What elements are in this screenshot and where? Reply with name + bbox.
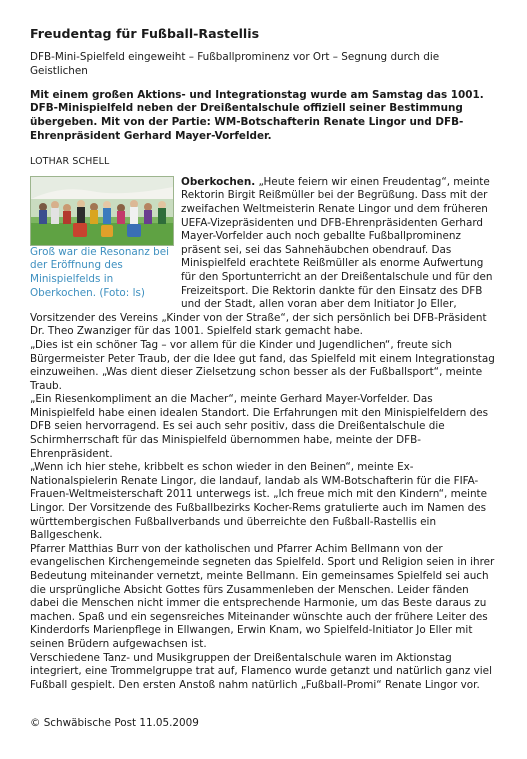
article-photo	[30, 176, 174, 246]
photo-caption: Groß war die Resonanz bei der Eröffnung des Minispielfelds in Oberkochen. (Foto: ls)	[30, 245, 170, 299]
article	[30, 26, 500, 692]
article-paragraph-1-text: „Heute feiern wir einen Freudentag“, meinte Rektorin Birgit Reißmüller bei der Begrüßung. Dass mit der zweifachen Weltmeisterin Renate Lingor und dem früheren UEFA-Vizepräsidenten und DFB-Ehrenpräsidenten Gerhard Mayer-Vorfelder auch noch geballte Fußballprominenz präsent sei, sei das Sahnehäubchen obendrauf. Das Minispielfeld erachtete Reißmüller als enorme Aufwertung für den Sportunterricht an der Dreißentalschule und für den Freizeitsport. Die Rektorin dankte für den Einsatz des DFB und der Stadt, allen voran aber dem Initiator Jo Eller, Vorsitzender des Vereins „Kinder von der Straße“, der sich persönlich bei DFB-Präsident Dr. Theo Zwanziger für das 1001. Spielfeld stark gemacht habe.	[30, 175, 493, 338]
article-headline: Freudentag für Fußball-Rastellis	[30, 26, 260, 41]
event-crowd-photo	[31, 177, 173, 245]
article-paragraph-5: Pfarrer Matthias Burr von der katholischen und Pfarrer Achim Bellmann von der evangelischen Kirchengemeinde segneten das Spielfeld. Sport und Religion seien in ihrer Bedeutung miteinander vernetzt, meinte Bellmann. Ein gemeinsames Spielfeld sei auch die ursprüngliche Absicht Gottes fürs Zusammenleben der Menschen. Leider fänden dabei die Menschen nicht immer die entsprechende Harmonie, um das Beste daraus zu machen. Spaß und ein segensreiches Miteinander wünschte auch der frühere Leiter des Kinderdorfs Marienpflege in Ellwangen, Erwin Knam, wo Spielfeld-Initiator Jo Eller mit seinen Brüdern aufgewachsen ist.	[30, 542, 495, 650]
article-paragraph-2: „Dies ist ein schöner Tag – vor allem für die Kinder und Jugendlichen“, freute sich Bürgermeister Peter Traub, der die Idee gut fand, das Spielfeld mit einem Integrationstag einzuweihen. „Was dient dieser Zielsetzung schon besser als der Fußballsport“, meinte Traub.	[30, 338, 495, 392]
article-subline: DFB-Mini-Spielfeld eingeweiht – Fußballprominenz vor Ort – Segnung durch die Geistlichen	[30, 51, 440, 77]
article-figure	[30, 176, 175, 300]
article-paragraph-4: „Wenn ich hier stehe, kribbelt es schon wieder in den Beinen“, meinte Ex-Nationalspielerin Renate Lingor, die landauf, landab als WM-Botschafterin für die FIFA-Frauen-Weltmeisterschaft 2011 unterwegs ist. „Ich freue mich mit den Kindern“, meinte Lingor. Der Vorsitzende des Fußballbezirks Kocher-Rems gratulierte auch im Namen des württembergischen Fußballverbands und überreichte den Fußball-Rastellis ein Ballgeschenk.	[30, 461, 488, 542]
article-author: LOTHAR SCHELL	[30, 155, 110, 167]
article-paragraph-3: „Ein Riesenkompliment an die Macher“, meinte Gerhard Mayer-Vorfelder. Das Minispielfeld habe einen idealen Standort. Die Erfahrungen mit den Minispielfeldern des DFB seien hervorragend. Es sei auch sehr positiv, dass die Dreißentalschule die Schirmherrschaft für das Minispielfeld übernommen habe, meinte der DFB-Ehrenpräsident.	[30, 393, 489, 460]
article-body	[30, 176, 500, 693]
article-dateline: Oberkochen.	[181, 175, 256, 188]
article-paragraph-6: Verschiedene Tanz- und Musikgruppen der Dreißentalschule waren im Aktionstag integriert, eine Trommelgruppe trat auf, Flamenco wurde getanzt und natürlich ganz viel Fußball gespielt. Den ersten Anstoß nahm natürlich „Fußball-Promi“ Renate Lingor vor.	[30, 651, 492, 691]
article-teaser: Mit einem großen Aktions- und Integrationstag wurde am Samstag das 1001. DFB-Minispielfeld neben der Dreißentalschule offiziell seiner Bestimmung übergeben. Mit von der Partie: WM-Botschafterin Renate Lingor und DFB-Ehrenpräsident Gerhard Mayer-Vorfelder.	[30, 88, 484, 142]
article-footer: © Schwäbische Post 11.05.2009	[30, 717, 199, 729]
